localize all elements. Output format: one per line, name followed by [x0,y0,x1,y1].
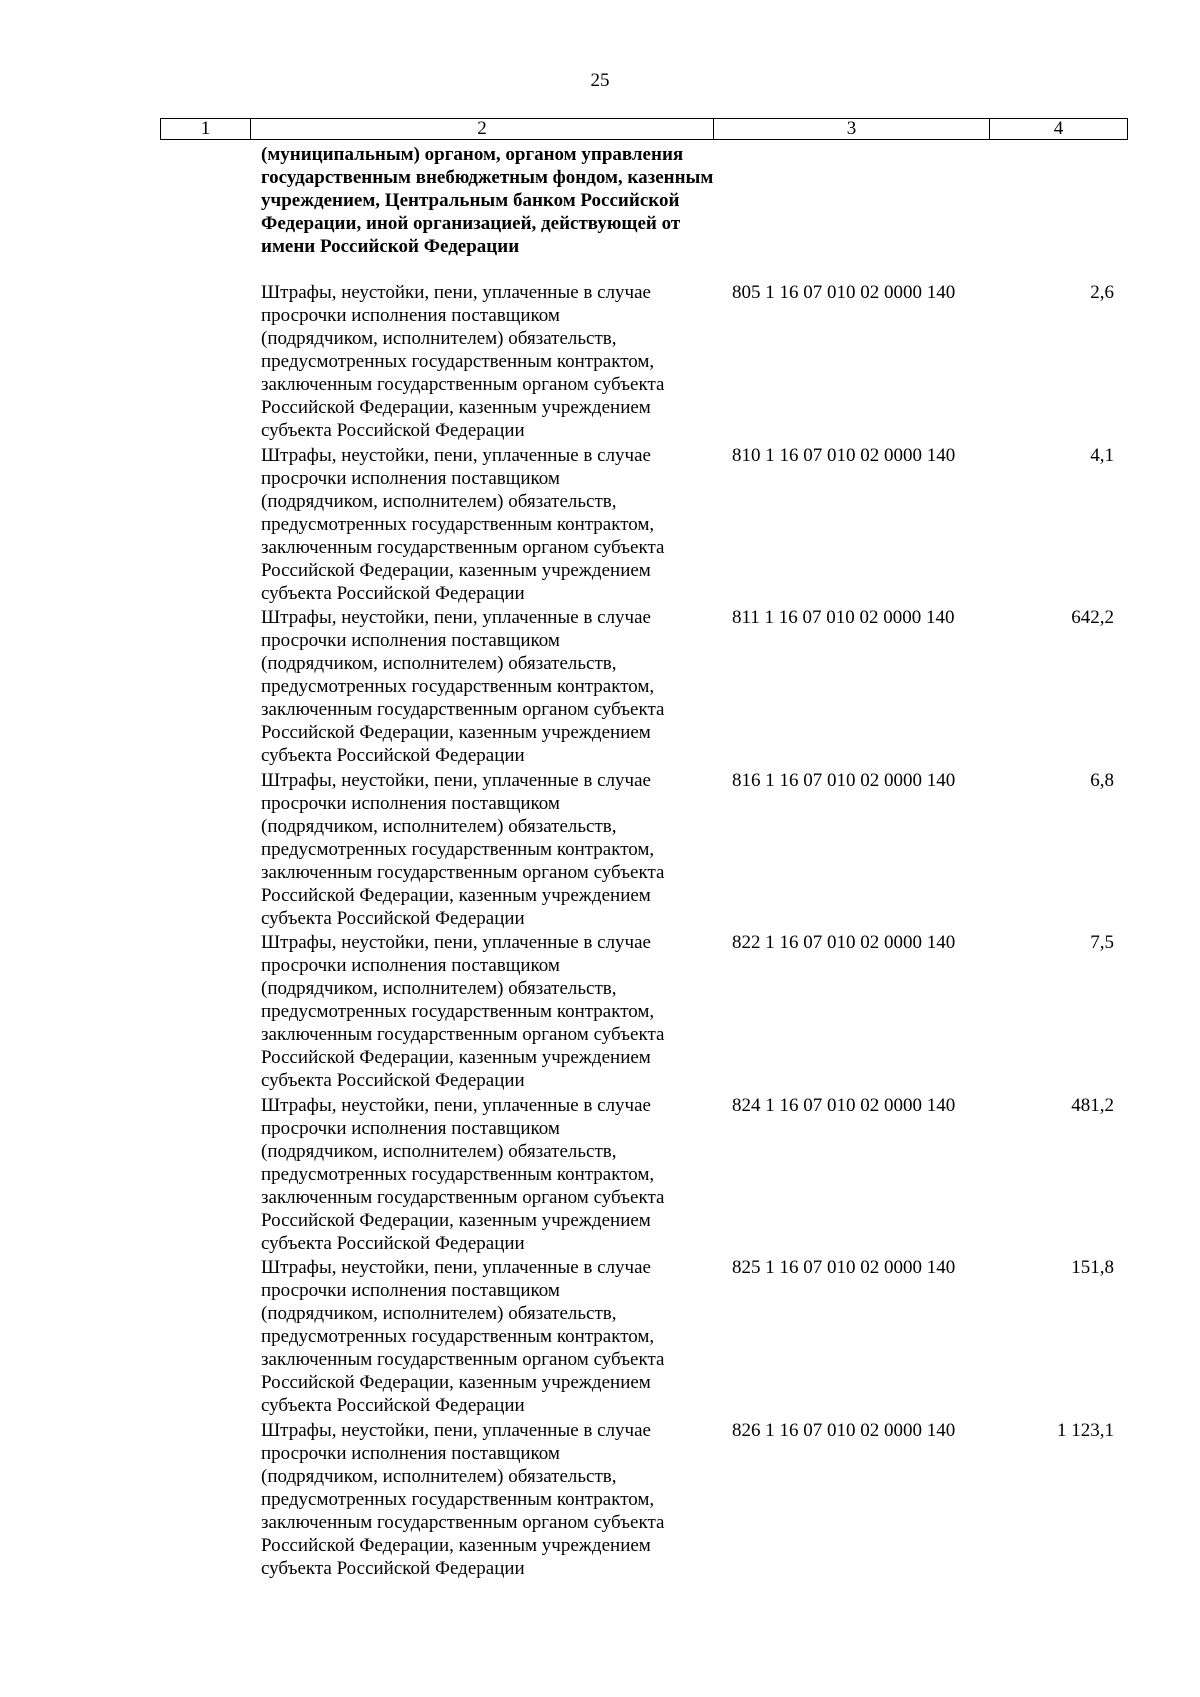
column-header-1: 1 [161,119,251,140]
row-description [261,931,701,1092]
row-description-line: заключенным государственным органом субъекта [261,1349,665,1370]
row-value: 642,2 [1071,607,1114,628]
row-description-line: субъекта Российской Федерации [261,582,525,604]
row-description-line: Штрафы, неустойки, пени, уплаченные в случае [261,1094,651,1116]
row-description-line: Российской Федерации, казенным учреждением [261,884,651,906]
row-value: 481,2 [1071,1094,1114,1116]
row-description-line: (подрядчиком, исполнителем) обязательств, [261,815,617,837]
column-header-3: 3 [714,119,990,140]
row-description-line: (подрядчиком, исполнителем) обязательств, [261,1303,617,1324]
row-description-line: предусмотренных государственным контрактом, [261,838,655,860]
row-description-line: просрочки исполнения поставщиком [261,1280,560,1301]
row-description [261,281,701,442]
row-description-line: (подрядчиком, исполнителем) обязательств, [261,1140,617,1162]
row-description-line: Штрафы, неустойки, пени, уплаченные в случае [261,607,651,628]
row-description-line: субъекта Российской Федерации [261,420,525,441]
row-description [261,1419,701,1580]
row-code: 816 1 16 07 010 02 0000 140 [732,769,956,791]
row-code: 810 1 16 07 010 02 0000 140 [732,444,956,466]
row-description-line: предусмотренных государственным контрактом, [261,513,655,535]
row-description-line: Штрафы, неустойки, пени, уплаченные в случае [261,1257,651,1278]
row-description-line: Российской Федерации, казенным учреждением [261,1534,651,1556]
row-description [261,1094,701,1255]
continuation-heading: (муниципальным) органом, органом управления государственным внебюджетным фондом, казенным учреждением, Центральным банком Российской Федерации, иной организацией, действующей от имени Российской Федерации [261,144,714,257]
row-description-line: Российской Федерации, казенным учреждением [261,559,651,581]
row-description-line: (подрядчиком, исполнителем) обязательств, [261,328,617,349]
row-value: 7,5 [1090,932,1114,953]
row-description [261,769,701,930]
row-description-line: просрочки исполнения поставщиком [261,1442,560,1464]
row-description-line: Российской Федерации, казенным учреждением [261,1047,651,1068]
row-description-line: предусмотренных государственным контрактом, [261,351,655,372]
row-code: 805 1 16 07 010 02 0000 140 [732,282,956,303]
table-row [0,769,1200,932]
row-description-line: Штрафы, неустойки, пени, уплаченные в случае [261,932,651,953]
row-description-line: просрочки исполнения поставщиком [261,467,560,489]
row-description-line: Российской Федерации, казенным учреждением [261,1372,651,1393]
row-description-line: Российской Федерации, казенным учреждением [261,1209,651,1231]
row-description-line: Штрафы, неустойки, пени, уплаченные в случае [261,444,651,466]
table-body [0,281,1200,1581]
row-code: 825 1 16 07 010 02 0000 140 [732,1257,956,1278]
row-description-line: предусмотренных государственным контрактом, [261,1001,655,1022]
page-number: 25 [590,70,610,91]
row-description-line: заключенным государственным органом субъекта [261,861,665,883]
row-description-line: Штрафы, неустойки, пени, уплаченные в случае [261,1419,651,1441]
row-description-line: просрочки исполнения поставщиком [261,955,560,976]
row-description-line: просрочки исполнения поставщиком [261,305,560,326]
row-description-line: субъекта Российской Федерации [261,1070,525,1091]
row-description-line: Российской Федерации, казенным учреждением [261,722,651,743]
row-description-line: предусмотренных государственным контрактом, [261,1488,655,1510]
row-value: 6,8 [1090,769,1114,791]
row-description-line: Штрафы, неустойки, пени, уплаченные в случае [261,769,651,791]
table-row [0,281,1200,444]
row-description-line: предусмотренных государственным контрактом, [261,1163,655,1185]
row-description-line: субъекта Российской Федерации [261,1557,525,1579]
row-value: 4,1 [1090,444,1114,466]
row-description-line: просрочки исполнения поставщиком [261,1117,560,1139]
row-description-line: (подрядчиком, исполнителем) обязательств, [261,490,617,512]
row-description-line: заключенным государственным органом субъекта [261,1511,665,1533]
column-header-table [160,118,1128,140]
row-description-line: предусмотренных государственным контрактом, [261,676,655,697]
row-value: 1 123,1 [1057,1419,1114,1441]
row-description-line: (подрядчиком, исполнителем) обязательств, [261,978,617,999]
row-description-line: субъекта Российской Федерации [261,907,525,929]
row-code: 824 1 16 07 010 02 0000 140 [732,1094,956,1116]
row-description-line: заключенным государственным органом субъекта [261,1024,665,1045]
row-description-line: субъекта Российской Федерации [261,1232,525,1254]
row-description-line: (подрядчиком, исполнителем) обязательств, [261,1465,617,1487]
table-row [0,931,1200,1094]
row-description-line: Штрафы, неустойки, пени, уплаченные в случае [261,282,651,303]
row-value: 2,6 [1090,282,1114,303]
row-description-line: предусмотренных государственным контрактом, [261,1326,655,1347]
column-header-row [161,119,1128,140]
row-description-line: (подрядчиком, исполнителем) обязательств, [261,653,617,674]
row-description-line: просрочки исполнения поставщиком [261,630,560,651]
table-row [0,1256,1200,1419]
row-description [261,606,701,767]
row-description-line: субъекта Российской Федерации [261,1395,525,1416]
row-description [261,444,701,605]
row-code: 826 1 16 07 010 02 0000 140 [732,1419,956,1441]
row-description-line: Российской Федерации, казенным учреждением [261,397,651,418]
table-row [0,1419,1200,1582]
row-value: 151,8 [1071,1257,1114,1278]
row-code: 822 1 16 07 010 02 0000 140 [732,932,956,953]
row-description-line: заключенным государственным органом субъекта [261,1186,665,1208]
column-header-4: 4 [990,119,1128,140]
table-row [0,606,1200,769]
row-code: 811 1 16 07 010 02 0000 140 [732,607,955,628]
table-row [0,1094,1200,1257]
column-header-2: 2 [251,119,714,140]
row-description-line: заключенным государственным органом субъекта [261,536,665,558]
row-description-line: заключенным государственным органом субъекта [261,374,665,395]
table-row [0,444,1200,607]
row-description-line: заключенным государственным органом субъекта [261,699,665,720]
row-description-line: просрочки исполнения поставщиком [261,792,560,814]
row-description-line: субъекта Российской Федерации [261,745,525,766]
row-description [261,1256,701,1417]
